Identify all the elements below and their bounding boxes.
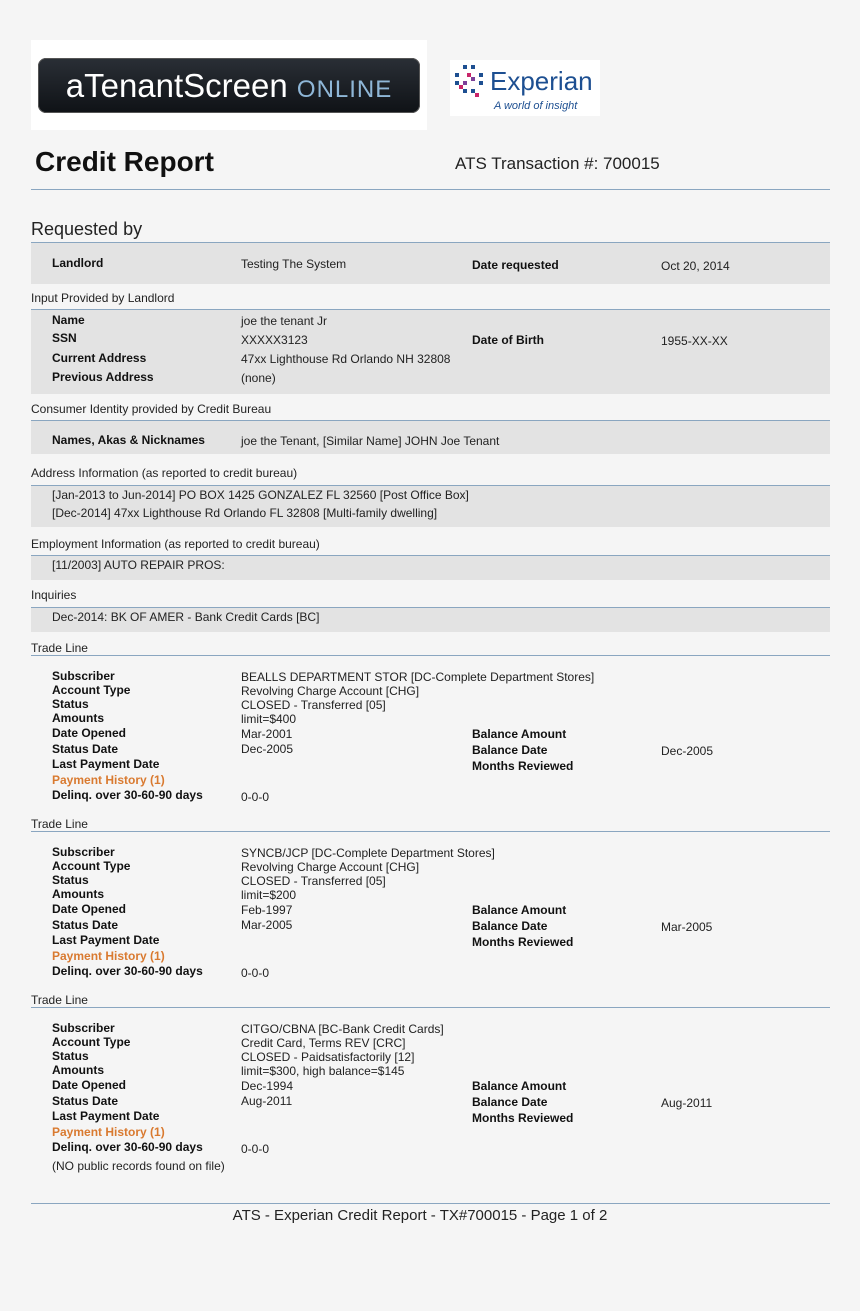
address-line: [Dec-2014] 47xx Lighthouse Rd Orlando FL 32808 [Multi-family dwelling]: [52, 506, 438, 520]
account-type-value: Revolving Charge Account [CHG]: [241, 860, 420, 874]
page-footer: ATS - Experian Credit Report - TX#700015 - Page 1 of 2: [232, 1207, 608, 1224]
employment-heading: Employment Information (as reported to credit bureau): [31, 537, 320, 551]
inquiry-line: Dec-2014: BK OF AMER - Bank Credit Cards [BC]: [52, 610, 320, 624]
status-date-value: Aug-2011: [241, 1094, 293, 1108]
status-date-value: Dec-2005: [241, 742, 294, 756]
payment-history-link[interactable]: Payment History (1): [52, 1125, 165, 1139]
balance-date-label: Balance Date: [472, 1095, 548, 1109]
address-line: [Jan-2013 to Jun-2014] PO BOX 1425 GONZALEZ FL 32560 [Post Office Box]: [52, 488, 469, 502]
names-label: Names, Akas & Nicknames: [52, 433, 205, 447]
balance-date-label: Balance Date: [472, 743, 548, 757]
payment-history-link[interactable]: Payment History (1): [52, 949, 165, 963]
amounts-value: limit=$200: [241, 888, 297, 902]
date-opened-label: Date Opened: [52, 1078, 127, 1092]
amounts-value: limit=$300, high balance=$145: [241, 1064, 405, 1078]
status-value: CLOSED - Transferred [05]: [241, 874, 386, 888]
amounts-label: Amounts: [52, 711, 104, 725]
account-type-value: Revolving Charge Account [CHG]: [241, 684, 420, 698]
status-date-label: Status Date: [52, 1094, 119, 1108]
names-value: joe the Tenant, [Similar Name] JOHN Joe Tenant: [241, 434, 500, 448]
last-payment-label: Last Payment Date: [52, 1109, 160, 1123]
account-type-value: Credit Card, Terms REV [CRC]: [241, 1036, 406, 1050]
name-label: Name: [52, 313, 85, 327]
ssn-value: XXXXX3123: [241, 333, 308, 347]
name-value: joe the tenant Jr: [241, 314, 328, 328]
dob-value: 1955-XX-XX: [661, 334, 728, 348]
subscriber-value: BEALLS DEPARTMENT STOR [DC-Complete Department Stores]: [241, 670, 595, 684]
inquiries-heading: Inquiries: [31, 588, 77, 602]
current-address-label: Current Address: [52, 351, 147, 365]
employment-line: [11/2003] AUTO REPAIR PROS:: [52, 558, 225, 572]
status-label: Status: [52, 697, 89, 711]
delinq-label: Delinq. over 30-60-90 days: [52, 788, 203, 802]
months-reviewed-label: Months Reviewed: [472, 759, 574, 773]
amounts-value: limit=$400: [241, 712, 297, 726]
date-opened-value: Feb-1997: [241, 903, 293, 917]
trade-line-heading: Trade Line: [31, 993, 88, 1007]
transaction-number: ATS Transaction #: 700015: [455, 154, 660, 173]
date-opened-label: Date Opened: [52, 902, 127, 916]
delinq-label: Delinq. over 30-60-90 days: [52, 1140, 203, 1154]
status-date-label: Status Date: [52, 918, 119, 932]
delinq-label: Delinq. over 30-60-90 days: [52, 964, 203, 978]
account-type-label: Account Type: [52, 1035, 131, 1049]
status-date-label: Status Date: [52, 742, 119, 756]
status-label: Status: [52, 873, 89, 887]
divider: [31, 1007, 830, 1008]
input-heading: Input Provided by Landlord: [31, 291, 175, 305]
logo-main-text: aTenantScreen: [65, 67, 288, 104]
logo-suffix-text: ONLINE: [296, 76, 393, 103]
balance-date-value: Dec-2005: [661, 744, 714, 758]
divider: [31, 831, 830, 832]
identity-heading: Consumer Identity provided by Credit Bureau: [31, 402, 272, 416]
address-info-heading: Address Information (as reported to credit bureau): [31, 466, 298, 480]
landlord-label: Landlord: [52, 256, 104, 270]
dob-label: Date of Birth: [472, 333, 544, 347]
requested-by-heading: Requested by: [31, 219, 143, 239]
status-value: CLOSED - Transferred [05]: [241, 698, 386, 712]
date-opened-value: Dec-1994: [241, 1079, 294, 1093]
subscriber-label: Subscriber: [52, 669, 115, 683]
previous-address-value: (none): [241, 371, 276, 385]
current-address-value: 47xx Lighthouse Rd Orlando NH 32808: [241, 352, 451, 366]
balance-date-value: Aug-2011: [661, 1096, 713, 1110]
experian-tagline: A world of insight: [494, 100, 578, 112]
last-payment-label: Last Payment Date: [52, 933, 160, 947]
page-title: Credit Report: [35, 146, 214, 177]
subscriber-label: Subscriber: [52, 1021, 115, 1035]
balance-date-value: Mar-2005: [661, 920, 713, 934]
divider: [31, 1203, 830, 1204]
ssn-label: SSN: [52, 331, 77, 345]
months-reviewed-label: Months Reviewed: [472, 935, 574, 949]
payment-history-link[interactable]: Payment History (1): [52, 773, 165, 787]
account-type-label: Account Type: [52, 859, 131, 873]
experian-dots-icon: [453, 63, 489, 103]
experian-name: Experian: [490, 66, 593, 96]
amounts-label: Amounts: [52, 1063, 104, 1077]
date-opened-label: Date Opened: [52, 726, 127, 740]
subscriber-value: SYNCB/JCP [DC-Complete Department Stores]: [241, 846, 495, 860]
divider: [31, 189, 830, 190]
date-opened-value: Mar-2001: [241, 727, 293, 741]
trade-line-heading: Trade Line: [31, 641, 88, 655]
status-label: Status: [52, 1049, 89, 1063]
delinq-value: 0-0-0: [241, 790, 270, 804]
landlord-value: Testing The System: [241, 257, 347, 271]
previous-address-label: Previous Address: [52, 370, 154, 384]
subscriber-value: CITGO/CBNA [BC-Bank Credit Cards]: [241, 1022, 444, 1036]
public-records-note: (NO public records found on file): [52, 1159, 225, 1173]
months-reviewed-label: Months Reviewed: [472, 1111, 574, 1125]
date-requested-label: Date requested: [472, 258, 559, 272]
last-payment-label: Last Payment Date: [52, 757, 160, 771]
delinq-value: 0-0-0: [241, 966, 270, 980]
status-date-value: Mar-2005: [241, 918, 293, 932]
divider: [31, 655, 830, 656]
balance-amount-label: Balance Amount: [472, 727, 567, 741]
balance-amount-label: Balance Amount: [472, 1079, 567, 1093]
subscriber-label: Subscriber: [52, 845, 115, 859]
date-requested-value: Oct 20, 2014: [661, 259, 730, 273]
balance-date-label: Balance Date: [472, 919, 548, 933]
atenantscreen-logo: [38, 58, 420, 113]
balance-amount-label: Balance Amount: [472, 903, 567, 917]
account-type-label: Account Type: [52, 683, 131, 697]
trade-line-heading: Trade Line: [31, 817, 88, 831]
delinq-value: 0-0-0: [241, 1142, 270, 1156]
amounts-label: Amounts: [52, 887, 104, 901]
status-value: CLOSED - Paidsatisfactorily [12]: [241, 1050, 415, 1064]
